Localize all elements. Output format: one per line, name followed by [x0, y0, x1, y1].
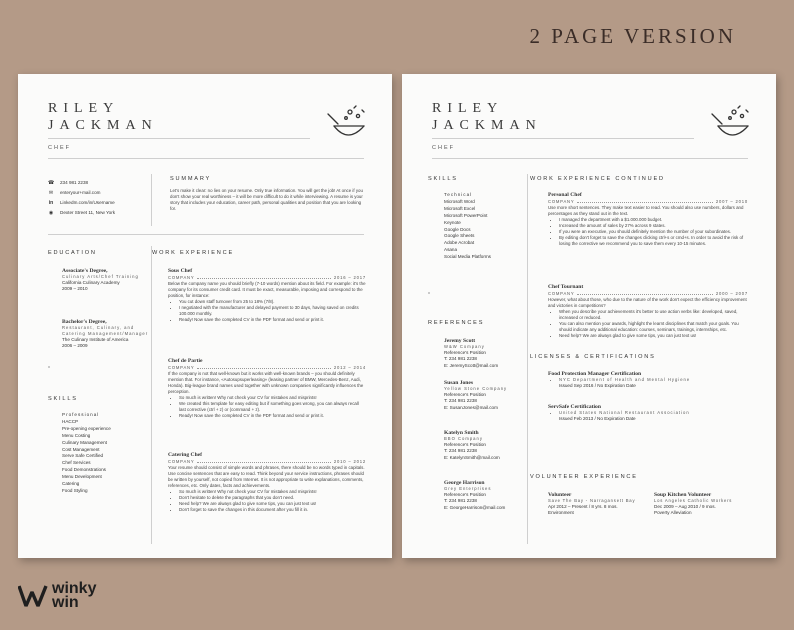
- skill-item: Chef Services: [62, 460, 91, 466]
- education-item: Associate's Degree, Culinary Arts/Chef Training California Culinary Academy 2009 – 2010: [62, 268, 139, 292]
- skill-item: Food Styling: [62, 487, 88, 493]
- skill-item: Culinary Management: [62, 439, 107, 445]
- resume-name: [48, 100, 158, 134]
- decor-dot: [428, 292, 430, 294]
- skill-item: Food Demonstrations: [62, 467, 106, 473]
- volunteer-item: Soup Kitchen Volunteer Los Angeles Catholic Workers Dec 2009 – Aug 2010 / 9 mos. Poverty Alleviation: [654, 492, 733, 516]
- skill-item: Menu Development: [62, 474, 102, 480]
- education-title: EDUCATION: [48, 250, 97, 256]
- job-entry: Sous Chef COMPANY 2016 – 2017 Below the company name you should briefly (7-10 words) mention about its field. For example: it's the company for its consumer credit card. It must be exact, measurable, imposing and correspond to the position, for instance: • You cut down staff turnover from 25 to 18% (7/8). • I negotiated with the manufacturer and delayed payment to 30 days, having saved on credits 100.000 monthly. • Ready! Now save the completed CV in the PDF format and send or print it.: [168, 268, 366, 323]
- skill-item: Microsoft Excel: [444, 205, 476, 211]
- skills-title: SKILLS: [48, 396, 78, 402]
- location-icon: ◉: [48, 210, 54, 216]
- reference-item: Jeremy Scott W&W Company Reference's Position T: 234 981 2238 E: JeremyScott@mail.com: [444, 338, 499, 368]
- volunteer-title: VOLUNTEER EXPERIENCE: [530, 474, 638, 480]
- reference-item: George Harrison Grey Enterprises Reference's Position T: 234 981 2238 E: GeorgeHarrison@mail.com: [444, 480, 506, 510]
- header-divider: [432, 158, 748, 159]
- job-entry: Chef de Partie COMPANY 2012 – 2014 If the company is not that well-known but it works with well-known brands – you should definitely mention that. For instance, «Autosupsuperleasing» (leasing partner of BMW, Mercedes-Benz, Audi, Honda). Big-league brand names used together with unknown companies significantly influences the perception. • So much is written! Why not check your CV for mistakes and misprints! • We created this template for easy editing but if something goes wrong, you can always recall last corrective (ctrl + z) or (command + z). • Ready! Now save the completed CV in the PDF format and send or print it.: [168, 358, 366, 419]
- brand-logo-icon: [18, 584, 48, 608]
- email-icon: ✉: [48, 190, 54, 196]
- brand-wordmark: winky win: [52, 580, 97, 611]
- skills-list: Technical Microsoft Word Microsoft Excel Microsoft PowerPoint Keynote Google Docs Google Sheets Adobe Acrobat Asana Social Media Platforms: [444, 192, 491, 260]
- banner-title: 2 PAGE VERSION: [529, 24, 736, 48]
- resume-page-1: [18, 74, 392, 558]
- skill-item: Pre-opening experience: [62, 425, 111, 431]
- first-name: RILEY: [48, 101, 120, 116]
- skill-item: Cost Management: [62, 446, 100, 452]
- contact-email: ✉ enteryour+mail.com: [48, 189, 101, 196]
- skills-list: Professional HACCP Pre-opening experience Menu Costing Culinary Management Cost Management Serve Safe Certified Chef Services Food Demonstrations Menu Development Catering Food Styling: [62, 412, 111, 493]
- skill-item: Catering: [62, 481, 80, 487]
- skill-item: HACCP: [62, 418, 79, 424]
- header-rule: [432, 138, 694, 139]
- resume-role: CHEF: [432, 145, 455, 151]
- skill-item: Asana: [444, 247, 458, 253]
- work-title: WORK EXPERIENCE CONTINUED: [530, 176, 665, 182]
- skill-item: Social Media Platforms: [444, 254, 491, 260]
- resume-role: CHEF: [48, 145, 71, 151]
- wok-icon: [710, 104, 754, 144]
- job-entry: Chef Tournant COMPANY 2000 – 2007 However, what about those, who due to the nature of the work don't expect the efficiency improvement and victories in competitions? • When you describe your achievements it's better to use action verbs like: developed, saved, increased or reduced. • You can also mention your awards, highlight the learnt disciplines that match your goals. You should indicate any additional education: courses, seminars, trainings, internships, etc. • Need help? We are always glad to give some tips, you can just text us!: [548, 284, 748, 339]
- work-title: WORK EXPERIENCE: [152, 250, 235, 256]
- resume-name: [432, 100, 542, 134]
- summary-divider: [151, 174, 152, 226]
- contact-linkedin: in LinkedIn.com/in/Username: [48, 199, 115, 206]
- contact-list: [48, 178, 115, 218]
- references-title: REFERENCES: [428, 320, 485, 326]
- resume-page-2: [402, 74, 776, 558]
- first-name: RILEY: [432, 101, 504, 116]
- skill-item: Serve Safe Certified: [62, 453, 104, 459]
- phone-icon: ☎: [48, 180, 55, 186]
- license-item: ServSafe Certification • United States National Restaurant Association Issued Feb 2013 / No Expiration Date: [548, 404, 748, 422]
- job-entry: Personal Chef COMPANY 2007 – 2010 Use more short sentences. They make text easier to read. You should also use numbers, dollars and percentages as they stand out in the text. • I managed the department with a $1.000.000 budget. • Increased the amount of sales by 27% across 9 states. • If you were an executive, you should definitely mention the number of your subordinates. • By editing don't forget to save the changes clicking ctrl+s or cmd+s. In order to avoid the risk of losing the corrective we recommend you to save them every 10-15 minutes.: [548, 192, 748, 247]
- header-rule: [48, 138, 310, 139]
- last-name: JACKMAN: [432, 118, 542, 133]
- skills-title: SKILLS: [428, 176, 458, 182]
- skill-item: Menu Costing: [62, 432, 91, 438]
- skill-item: Adobe Acrobat: [444, 240, 475, 246]
- skill-item: Microsoft Word: [444, 198, 475, 204]
- section-divider: [48, 234, 364, 235]
- summary-text: Let's make it clear: no lies on your resume. Only true information. You will get the job! At once if you don't show your real worthiness – it will be more difficult to do it while interviewing. A resume is your story that includes your education, career path, personal qualities and position that you are looking for.: [170, 188, 363, 211]
- column-divider: [527, 174, 528, 544]
- header-divider: [48, 158, 364, 159]
- last-name: JACKMAN: [48, 118, 158, 133]
- job-entry: Catering Chef COMPANY 2010 – 2012 Your resume should consist of simple words and phrases, there should be no words typed in capitals. Use concise sentences that are easy to read. Think beyond your service instructions, phrases should be written by yourself, not copied from Internet. It is not appropriate to write explanations, comments, references, etc. Only dates, facts and achievements. • So much is written! Why not check your CV for mistakes and misprints! • Don't hesitate to delete the paragraphs that you don't need. • Need help? We are always glad to give some tips, you can just text us! • Don't forget to save the changes in this document after you fill it in.: [168, 452, 366, 513]
- column-divider: [151, 246, 152, 544]
- linkedin-icon: in: [48, 200, 54, 206]
- skill-item: Microsoft PowerPoint: [444, 212, 488, 218]
- licenses-title: LICENSES & CERTIFICATIONS: [530, 354, 656, 360]
- volunteer-item: Volunteer Save The Bay - Narragansett Bay Apr 2012 – Present / 8 yrs. 8 mos. Environment: [548, 492, 636, 516]
- reference-item: Katelyn Smith BBO Company Reference's Position T: 234 981 2238 E: KatelynSmith@mail.com: [444, 430, 500, 460]
- contact-phone: ☎ 234 981 2238: [48, 179, 89, 186]
- skill-item: Google Sheets: [444, 233, 475, 239]
- education-item: Bachelor's Degree, Restaurant, Culinary, and Catering Management/Manager The Culinary Institute of America 2006 – 2009: [62, 319, 149, 349]
- skill-item: Keynote: [444, 219, 461, 225]
- skill-item: Google Docs: [444, 226, 471, 232]
- contact-location: ◉ Dexter Street 11, New York: [48, 209, 116, 216]
- wok-icon: [326, 104, 370, 144]
- brand-logo: [18, 582, 96, 610]
- summary-title: SUMMARY: [170, 176, 212, 182]
- decor-dot: [48, 366, 50, 368]
- reference-item: Susan Jones Yellow Stone Company Reference's Position T: 234 981 2238 E: SusanJones@mail.com: [444, 380, 508, 410]
- license-item: Food Protection Manager Certification • NYC Department of Health and Mental Hygiene Issued Sep 2016 / No Expiration Date: [548, 371, 748, 389]
